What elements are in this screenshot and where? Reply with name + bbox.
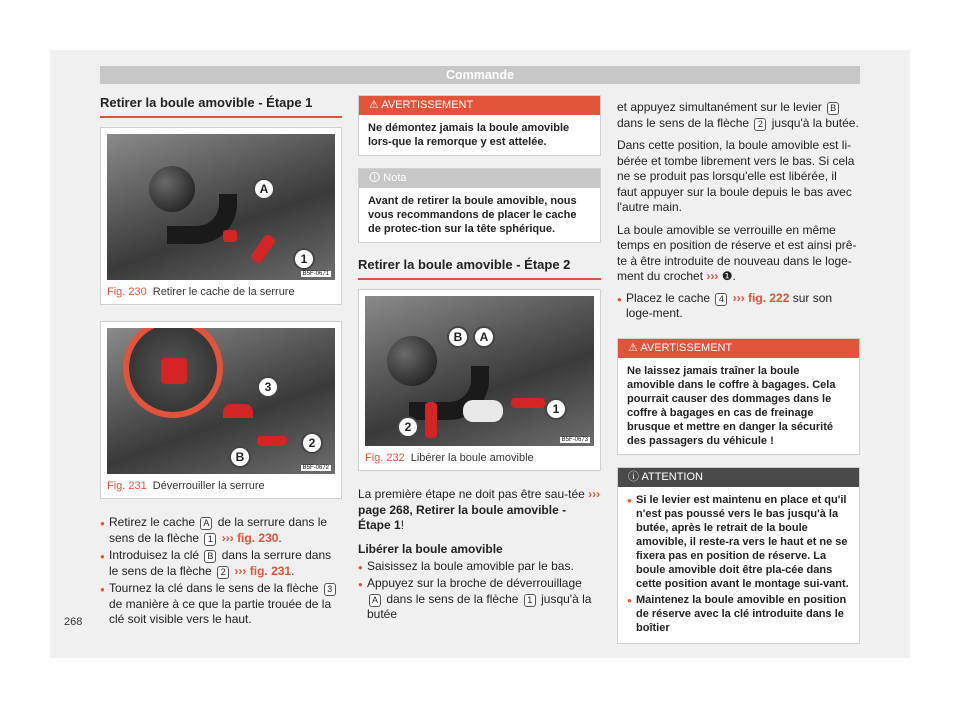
figure-link[interactable]: fig. 222 [748,290,790,305]
sub-title: Libérer la boule amovible [358,541,503,556]
page-header: Commande [100,66,860,84]
callout-1: 1 [545,398,567,420]
info-icon: ⓘ [628,470,642,483]
callout-a: A [253,178,275,200]
list-item: ● Appuyez sur la broche de déverrouillage A dans le sens de la flèche 1 jusqu'à la butée [358,576,601,623]
section-title-step2: Retirer la boule amovible - Étape 2 [358,257,601,280]
attention-header: ⓘ ATTENTION [618,468,859,487]
page-number: 268 [64,616,83,628]
figure-link[interactable]: fig. 231 [249,563,292,578]
paragraph: Dans cette position, la boule amovible est li-bérée et tombe librement vers le bas. Si cela ne se produit pas lorsqu'elle est libérée, il faut appuyer sur la boule depuis le bas avec l'autre main. [617,138,855,214]
list-item: ● Retirez le cache A de la serrure dans le sens de la flèche 1 ››› fig. 230. [100,515,342,546]
warning-icon: ⚠ [628,341,641,354]
info-icon: ❶ [721,269,733,283]
figure-230 [100,127,342,305]
list-item: ● Maintenez la boule amovible en position de réserve avec la clé introduite dans le boîtier [627,593,850,635]
lock-cover-icon [223,230,237,242]
warning-box [617,338,860,455]
figure-code: B5F-0673 [561,437,588,443]
figure-code: B5F-0671 [302,271,329,277]
paragraph: La boule amovible se verrouille en même temps en position de réserve et est ainsi prê-te à être introduite de nouveau dans le loge-ment du crochet ››› ❶. [617,222,857,283]
hand-icon [463,400,503,422]
figure-231 [100,321,342,499]
callout-b: B [447,326,469,348]
callout-a: A [473,326,495,348]
figure-230-caption: Fig. 230 Retirer le cache de la serrure [107,286,295,298]
steps-list [100,515,342,628]
list-item: ● Placez le cache 4 ››› fig. 222 sur son loge-ment. [617,291,860,322]
warning-text: Ne laissez jamais traîner la boule amovible dans le coffre à bagages. Cela pourrait causer des dommages dans le coffre à bagages en cas de freinage brusque et mettre en danger la sécurité des passagers du véhicule ! [627,364,836,447]
callout-2: 2 [301,432,323,454]
figure-230-image [107,134,335,280]
attention-body [618,487,859,643]
list-item: ● Si le levier est maintenu en place et qu'il n'est pas poussé vers le bas jusqu'à la butée, après le retrait de la boule amovible, il reste-ra vers le haut et ne se fixera pas en position de réserve. La boule amovible doit être pla-cée dans cette position avant le montage sui-vant. [627,493,850,591]
warning-box [358,95,601,156]
figure-link[interactable]: fig. 230 [237,530,279,545]
callout-3: 3 [257,376,279,398]
section-title-step1: Retirer la boule amovible - Étape 1 [100,95,342,118]
list-item: ● Tournez la clé dans le sens de la flèche 3 de manière à ce que la partie trouée de la clé soit visible vers le haut. [100,581,342,628]
callout-2: 2 [397,416,419,438]
column-2 [358,95,601,625]
figure-code: B5F-0672 [302,465,329,471]
warning-text: Ne démontez jamais la boule amovible lors-que la remorque y est attelée. [368,122,570,148]
arrow-3-icon [223,404,253,418]
arrow-1-icon [249,233,276,264]
attention-box [617,467,860,644]
figure-232-image [365,296,594,446]
figure-231-caption: Fig. 231 Déverrouiller la serrure [107,480,265,492]
column-1 [100,95,342,630]
callout-b: B [229,446,251,468]
note-icon: 🛈 [369,172,384,184]
callout-1: 1 [293,248,315,270]
warning-header: ⚠ AVERTISSEMENT [618,339,859,358]
list-item: ● Introduisez la clé B dans la serrure dans le sens de la flèche 2 ››› fig. 231. [100,548,342,579]
note-header: 🛈 Nota [359,169,600,188]
lock-cylinder-icon [161,358,187,384]
arrow-2-icon [257,436,287,446]
paragraph: et appuyez simultanément sur le levier B dans le sens de la flèche 2 jusqu'à la butée. [617,100,859,130]
note-box [358,168,601,243]
arrow-1-icon [511,398,545,408]
figure-231-image [107,328,335,474]
steps-list [358,559,601,623]
note-text: Avant de retirer la boule amovible, nous vous recommandons de placer le cache de protec-tion sur la tête sphérique. [368,195,577,235]
steps-list [617,291,860,322]
warning-header: ⚠ AVERTISSEMENT [359,96,600,115]
figure-232-caption: Fig. 232 Libérer la boule amovible [365,452,534,464]
arrow-2-icon [425,402,437,438]
warning-icon: ⚠ [369,99,382,111]
list-item: ● Saisissez la boule amovible par le bas. [358,559,601,575]
page-link[interactable]: page 268, Retirer la boule amovible - Étape 1 [358,502,567,532]
figure-232 [358,289,601,471]
intro-paragraph: La première étape ne doit pas être sau-tée ››› page 268, Retirer la boule amovible - Étape 1! [358,487,601,532]
column-3 [617,100,860,656]
